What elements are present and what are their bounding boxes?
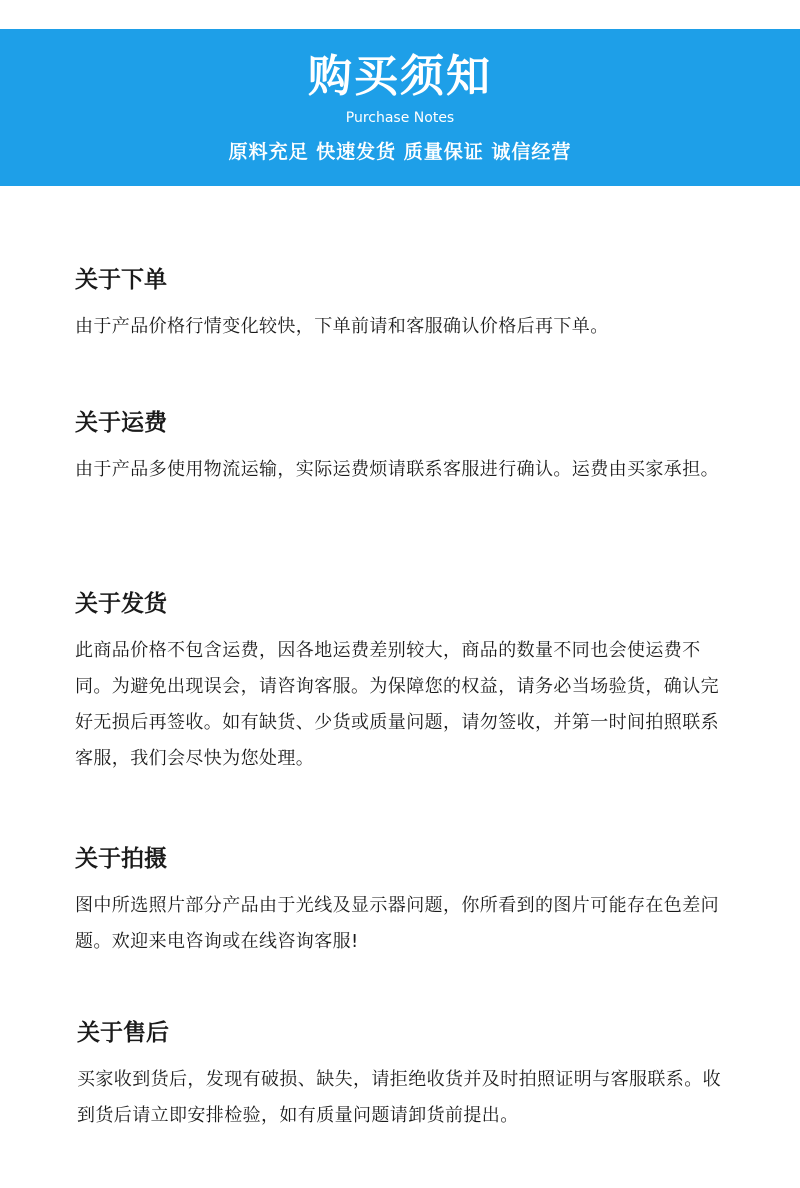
section-ordering <box>75 265 725 345</box>
purchase-notes-banner <box>0 29 800 186</box>
section-delivery <box>75 589 725 777</box>
section-heading: 关于发货 <box>75 591 167 617</box>
section-body: 此商品价格不包含运费，因各地运费差别较大，商品的数量不同也会使运费不同。为避免出现误会，请咨询客服。为保障您的权益，请务必当场验货，确认完好无损后再签收。如有缺货、少货或质量问题，请勿签收，并第一时间拍照联系客服，我们会尽快为您处理。 <box>75 640 719 769</box>
section-heading: 关于售后 <box>77 1020 169 1046</box>
section-body: 买家收到货后，发现有破损、缺失，请拒绝收货并及时拍照证明与客服联系。收到货后请立即安排检验，如有质量问题请卸货前提出。 <box>77 1069 721 1126</box>
section-photography <box>75 844 725 960</box>
section-shipping-fee <box>75 408 725 488</box>
banner-tagline: 原料充足 快速发货 质量保证 诚信经营 <box>228 141 572 163</box>
section-heading: 关于下单 <box>75 267 167 293</box>
banner-subtitle: Purchase Notes <box>345 110 455 126</box>
banner-title: 购买须知 <box>308 51 492 102</box>
section-body: 由于产品价格行情变化较快，下单前请和客服确认价格后再下单。 <box>75 316 609 337</box>
section-after-sales <box>77 1018 727 1134</box>
section-heading: 关于拍摄 <box>75 846 167 872</box>
section-heading: 关于运费 <box>75 410 167 436</box>
section-body: 由于产品多使用物流运输，实际运费烦请联系客服进行确认。运费由买家承担。 <box>75 459 719 480</box>
section-body: 图中所选照片部分产品由于光线及显示器问题，你所看到的图片可能存在色差问题。欢迎来电咨询或在线咨询客服! <box>75 895 719 952</box>
